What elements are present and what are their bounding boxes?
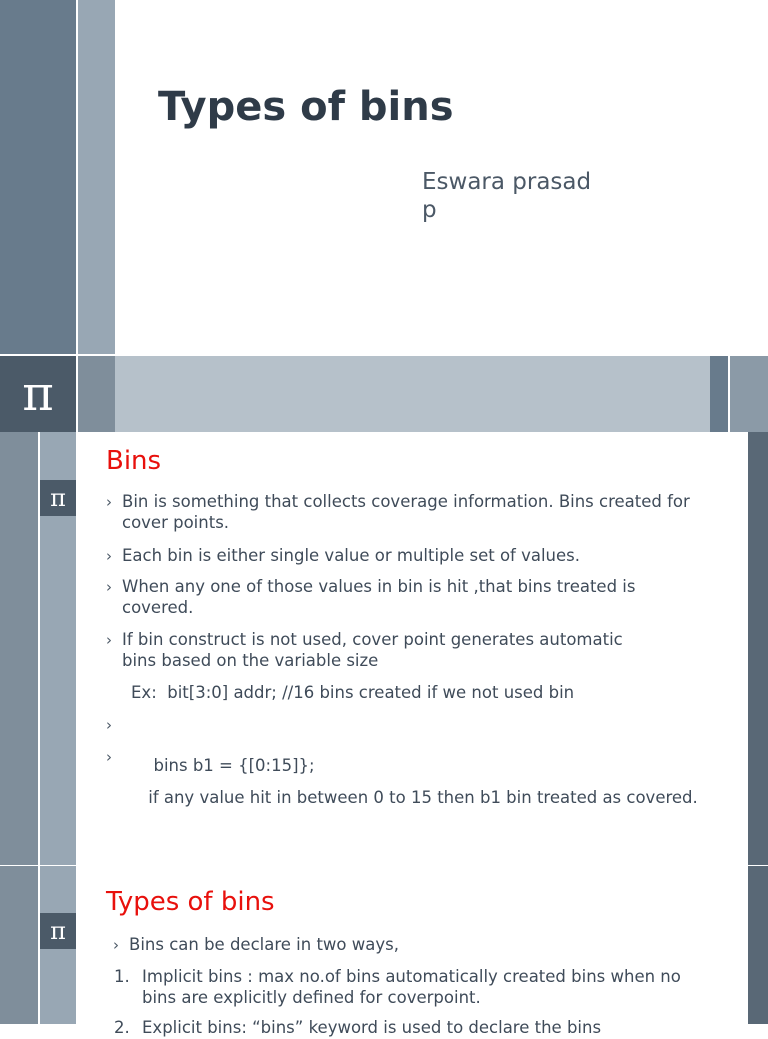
bullet-marker: › <box>106 493 112 511</box>
list-item: › Each bin is either single value or multiple set of values. <box>106 546 581 565</box>
slide3-pi-box <box>40 913 76 949</box>
list-item: › Bin is something that collects coverage information. Bins created for cover points. <box>106 492 690 532</box>
slide3-right-bar <box>748 866 768 1024</box>
list-item: 2. Explicit bins: “bins” keyword is used to declare the bins <box>114 1018 602 1037</box>
slide2-right-bar <box>748 432 768 865</box>
slide1-band-mid <box>78 356 115 432</box>
slide1-left-bar <box>0 0 76 354</box>
list-item: 1. Implicit bins : max no.of bins automatically created bins when no bins are explicitly defined for coverpoint. <box>114 967 681 1007</box>
slide1-pi-box <box>0 356 76 432</box>
slide-title: Types of bins <box>158 84 454 130</box>
bullet-marker: › <box>106 547 112 565</box>
author-line-2: p <box>422 197 437 223</box>
list-item: › When any one of those values in bin is hit ,that bins treated is covered. <box>106 577 636 617</box>
bullet-marker: › <box>106 748 112 766</box>
example-line: Ex: bit[3:0] addr; //16 bins created if we not used bin <box>131 683 575 702</box>
slide3-left-bar <box>0 866 38 1024</box>
author-line-1: Eswara prasad <box>422 169 592 195</box>
pi-icon: π <box>50 917 66 945</box>
list-number: 1. <box>114 967 130 986</box>
slide-author <box>422 168 622 224</box>
slide1-band-dark <box>710 356 728 432</box>
slide1-left-bar-light <box>78 0 115 354</box>
slide1-band <box>115 356 710 432</box>
list-item: › If bin construct is not used, cover point generates automatic bins based on the variable size <box>106 630 623 670</box>
slide-separator <box>0 865 768 866</box>
list-item: › if any value hit in between 0 to 15 then b1 bin treated as covered. <box>106 748 698 807</box>
bullet-marker: › <box>113 936 119 954</box>
list-number: 2. <box>114 1018 130 1037</box>
bullet-marker: › <box>106 716 112 734</box>
slide2-heading: Bins <box>106 446 162 476</box>
slide1-band-end <box>730 356 768 432</box>
list-item: › Bins can be declare in two ways, <box>113 935 399 954</box>
slide2-left-bar <box>0 432 38 865</box>
bullet-marker: › <box>106 631 112 649</box>
pi-icon: π <box>22 366 54 422</box>
slide3-heading: Types of bins <box>106 887 275 917</box>
pi-icon: π <box>50 484 66 512</box>
list-item: › bins b1 = {[0:15]}; <box>106 716 315 775</box>
slide2-pi-box <box>40 480 76 516</box>
bullet-marker: › <box>106 578 112 596</box>
